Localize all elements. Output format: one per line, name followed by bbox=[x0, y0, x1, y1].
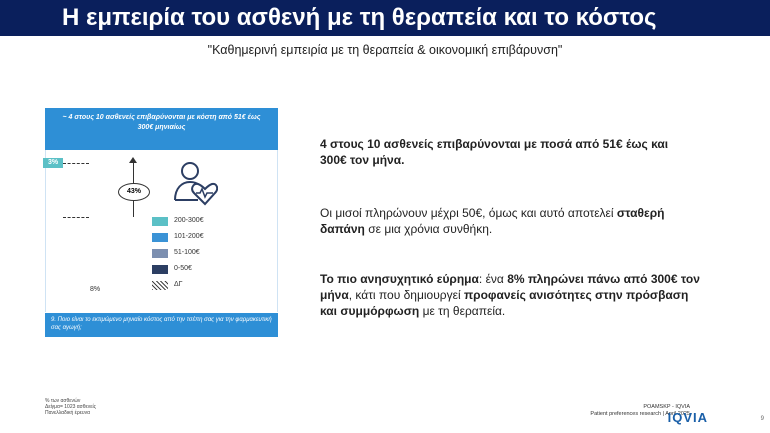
legend-swatch bbox=[152, 233, 168, 242]
source-line: POAMSKP - IQVIA bbox=[643, 404, 690, 410]
legend-item bbox=[152, 231, 232, 245]
bracket-percent-label: 43% bbox=[118, 183, 150, 201]
finding-3-bold-conclusion: προφανείς ανισότητες στην πρόσβαση και συμμόρφωση bbox=[320, 288, 689, 318]
finding-2-text-end: σε μια χρόνια συνθήκη. bbox=[364, 222, 493, 236]
finding-2 bbox=[320, 205, 690, 237]
finding-1: 4 στους 10 ασθενείς επιβαρύνονται με ποσά από 51€ έως και 300€ τον μήνα. bbox=[320, 137, 669, 167]
finding-3-bold-stat: 8% πληρώνει πάνω από 300€ τον μήνα bbox=[320, 272, 700, 302]
dg-percent-label: 8% bbox=[90, 286, 101, 293]
panel-header-text: ~ 4 στους 10 ασθενείς επιβαρύνονται με κόστη από 51€ έως 300€ μηνιαίως bbox=[62, 114, 261, 131]
arrow-up-icon bbox=[129, 157, 137, 163]
legend-item bbox=[152, 247, 232, 261]
footnote-line: % των ασθενών bbox=[45, 398, 81, 404]
bracket-bottom-line bbox=[63, 217, 89, 218]
page-subtitle: "Καθημερινή εμπειρία με τη θεραπεία & οικονομική επιβάρυνση" bbox=[207, 43, 563, 57]
page-number: 9 bbox=[760, 416, 764, 422]
iqvia-logo: IQVIA bbox=[667, 410, 708, 425]
finding-2-text: Οι μισοί πληρώνουν μέχρι 50€, όμως και αυτό αποτελεί bbox=[320, 206, 617, 220]
legend-swatch bbox=[152, 249, 168, 258]
patient-heart-icon bbox=[172, 160, 218, 206]
legend-label: ΔΓ bbox=[174, 281, 183, 288]
footnote bbox=[45, 398, 96, 416]
legend-swatch-hatched bbox=[152, 281, 168, 290]
legend-label: 0-50€ bbox=[174, 265, 192, 272]
title-bar bbox=[0, 0, 770, 36]
top-percent-label: 3% bbox=[43, 158, 63, 168]
legend-label: 51-100€ bbox=[174, 249, 200, 256]
survey-question: 9. Ποιο είναι το εκτιμώμενο μηνιαίο κόστος από την τσέπη σας για την φαρμακευτική σας αγωγή; bbox=[45, 313, 278, 337]
legend-label: 200-300€ bbox=[174, 217, 204, 224]
footnote-line: Πανελλαδική έρευνα bbox=[45, 410, 91, 416]
source-line: Patient preferences research | April 2025 bbox=[590, 411, 690, 417]
legend-label: 101-200€ bbox=[174, 233, 204, 240]
finding-3-text: : ένα bbox=[478, 272, 508, 286]
legend-swatch bbox=[152, 265, 168, 274]
finding-2-bold: σταθερή δαπάνη bbox=[320, 206, 665, 236]
legend-item bbox=[152, 263, 232, 277]
legend-swatch bbox=[152, 217, 168, 226]
finding-3-text-end: με τη θεραπεία. bbox=[419, 304, 506, 318]
finding-3-text-mid: , κάτι που δημιουργεί bbox=[348, 288, 464, 302]
panel-header bbox=[45, 108, 278, 150]
legend-item bbox=[152, 279, 232, 293]
footnote-line: Δείγμα= 1023 ασθενείς bbox=[45, 404, 97, 410]
page-title: Η εμπειρία του ασθενή με τη θεραπεία και το κόστος bbox=[62, 4, 657, 31]
finding-3-bold-lead: Το πιο ανησυχητικό εύρημα bbox=[320, 272, 479, 286]
bracket-top-line bbox=[63, 163, 89, 164]
finding-3 bbox=[320, 271, 700, 319]
legend-item bbox=[152, 215, 232, 229]
